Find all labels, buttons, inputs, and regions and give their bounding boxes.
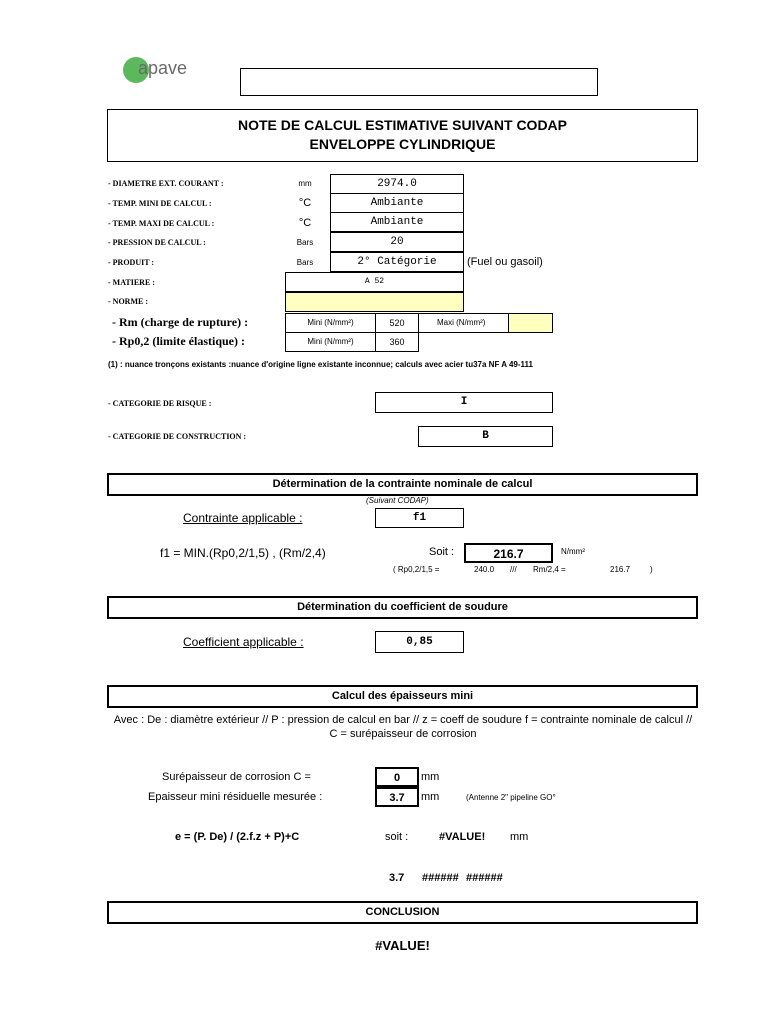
param-label-temp-maxi: - TEMP. MAXI DE CALCUL : — [108, 219, 215, 228]
title-line-1: NOTE DE CALCUL ESTIMATIVE SUIVANT CODAP — [237, 117, 567, 133]
contrainte-applicable-value[interactable]: f1 — [375, 508, 464, 528]
conclusion-header: CONCLUSION — [107, 901, 698, 924]
param-label-norme: - NORME : — [108, 297, 148, 306]
risque-value[interactable]: I — [375, 392, 553, 413]
apave-logo — [122, 56, 202, 84]
title-line-2: ENVELOPPE CYLINDRIQUE — [309, 136, 496, 152]
coefficient-applicable-value[interactable]: 0,85 — [375, 631, 464, 653]
header-box[interactable] — [240, 68, 598, 96]
corrosion-unit: mm — [421, 771, 440, 783]
param-value-norme[interactable] — [285, 292, 464, 312]
param-value-temp-mini[interactable]: Ambiante — [330, 193, 464, 213]
rm-maxi-value[interactable] — [508, 313, 553, 333]
param-value-diametre[interactable]: 2974.0 — [330, 174, 464, 194]
codap-subtitle: (Suivant CODAP) — [366, 496, 429, 505]
residual-label: Epaisseur mini résiduelle mesurée : — [148, 791, 323, 803]
param-unit-temp-mini: °C — [298, 197, 312, 209]
epaisseur-soit-label: soit : — [385, 831, 409, 843]
rm-maxi-label: Maxi (N/mm²) — [418, 313, 509, 333]
epaisseur-soit-value: #VALUE! — [439, 831, 486, 843]
detail-separator: /// — [510, 565, 517, 574]
construction-label: - CATEGORIE DE CONSTRUCTION : — [108, 432, 247, 441]
epaisseur-soit-unit: mm — [510, 831, 529, 843]
rm-label: - Rm (charge de rupture) : — [112, 315, 249, 329]
section-soudure-header: Détermination du coefficient de soudure — [107, 596, 698, 619]
detail-close: ) — [650, 565, 653, 574]
result-row-b: ###### — [422, 872, 459, 884]
produit-note: (Fuel ou gasoil) — [467, 256, 543, 268]
param-value-pression[interactable]: 20 — [330, 232, 464, 252]
contrainte-soit-value[interactable]: 216.7 — [464, 543, 553, 563]
param-label-temp-mini: - TEMP. MINI DE CALCUL : — [108, 199, 212, 208]
param-value-temp-maxi[interactable]: Ambiante — [330, 212, 464, 232]
param-unit-temp-maxi: °C — [298, 217, 312, 229]
rp-mini-value[interactable]: 360 — [375, 332, 419, 352]
residual-value[interactable]: 3.7 — [375, 787, 419, 807]
contrainte-soit-unit: N/mm² — [561, 547, 585, 556]
detail-rm-value: 216.7 — [610, 565, 631, 574]
param-unit-pression: Bars — [296, 238, 314, 247]
param-unit-produit: Bars — [296, 258, 314, 267]
title-box — [107, 109, 698, 162]
result-row-c: ###### — [466, 872, 503, 884]
param-value-produit[interactable]: 2° Catégorie — [330, 252, 464, 272]
contrainte-formula: f1 = MIN.(Rp0,2/1,5) , (Rm/2,4) — [160, 546, 326, 560]
param-unit-diametre: mm — [298, 179, 312, 188]
result-row-a: 3.7 — [389, 872, 405, 884]
note-nuance: (1) : nuance tronçons existants :nuance d'origine ligne existante inconnue; calculs avec acier tu37a NF A 49-111 — [108, 360, 533, 369]
detail-open: ( Rp0,2/1,5 = — [393, 565, 440, 574]
param-value-matiere[interactable]: A 52 — [285, 272, 464, 292]
contrainte-applicable-label: Contrainte applicable : — [183, 511, 303, 525]
corrosion-value[interactable]: 0 — [375, 767, 419, 787]
param-label-matiere: - MATIERE : — [108, 278, 155, 287]
residual-unit: mm — [421, 791, 440, 803]
contrainte-soit-label: Soit : — [429, 546, 455, 558]
section-epaisseurs-header: Calcul des épaisseurs mini — [107, 685, 698, 708]
rm-mini-label: Mini (N/mm²) — [285, 313, 376, 333]
risque-label: - CATEGORIE DE RISQUE : — [108, 399, 212, 408]
detail-rp-value: 240.0 — [474, 565, 495, 574]
corrosion-label: Surépaisseur de corrosion C = — [162, 771, 311, 783]
residual-note: (Antenne 2" pipeline GO° — [466, 793, 556, 802]
rm-mini-value[interactable]: 520 — [375, 313, 419, 333]
construction-value[interactable]: B — [418, 426, 553, 447]
param-label-produit: - PRODUIT : — [108, 258, 155, 267]
param-label-diametre: - DIAMETRE EXT. COURANT : — [108, 179, 224, 188]
param-label-pression: - PRESSION DE CALCUL : — [108, 238, 206, 247]
conclusion-value: #VALUE! — [375, 938, 430, 953]
coefficient-applicable-label: Coefficient applicable : — [183, 635, 304, 649]
rp-label: - Rp0,2 (limite élastique) : — [112, 334, 245, 348]
rp-mini-label: Mini (N/mm²) — [285, 332, 376, 352]
section-contrainte-header: Détermination de la contrainte nominale de calcul — [107, 473, 698, 496]
epaisseur-formula: e = (P. De) / (2.f.z + P)+C — [175, 831, 300, 843]
epaisseurs-description: Avec : De : diamètre extérieur // P : pression de calcul en bar // z = coeff de soudure f = contrainte nominale de calcul // C = surépaisseur de corrosion — [113, 714, 693, 740]
logo-text: apave — [138, 58, 188, 78]
detail-rm-label: Rm/2,4 = — [533, 565, 566, 574]
